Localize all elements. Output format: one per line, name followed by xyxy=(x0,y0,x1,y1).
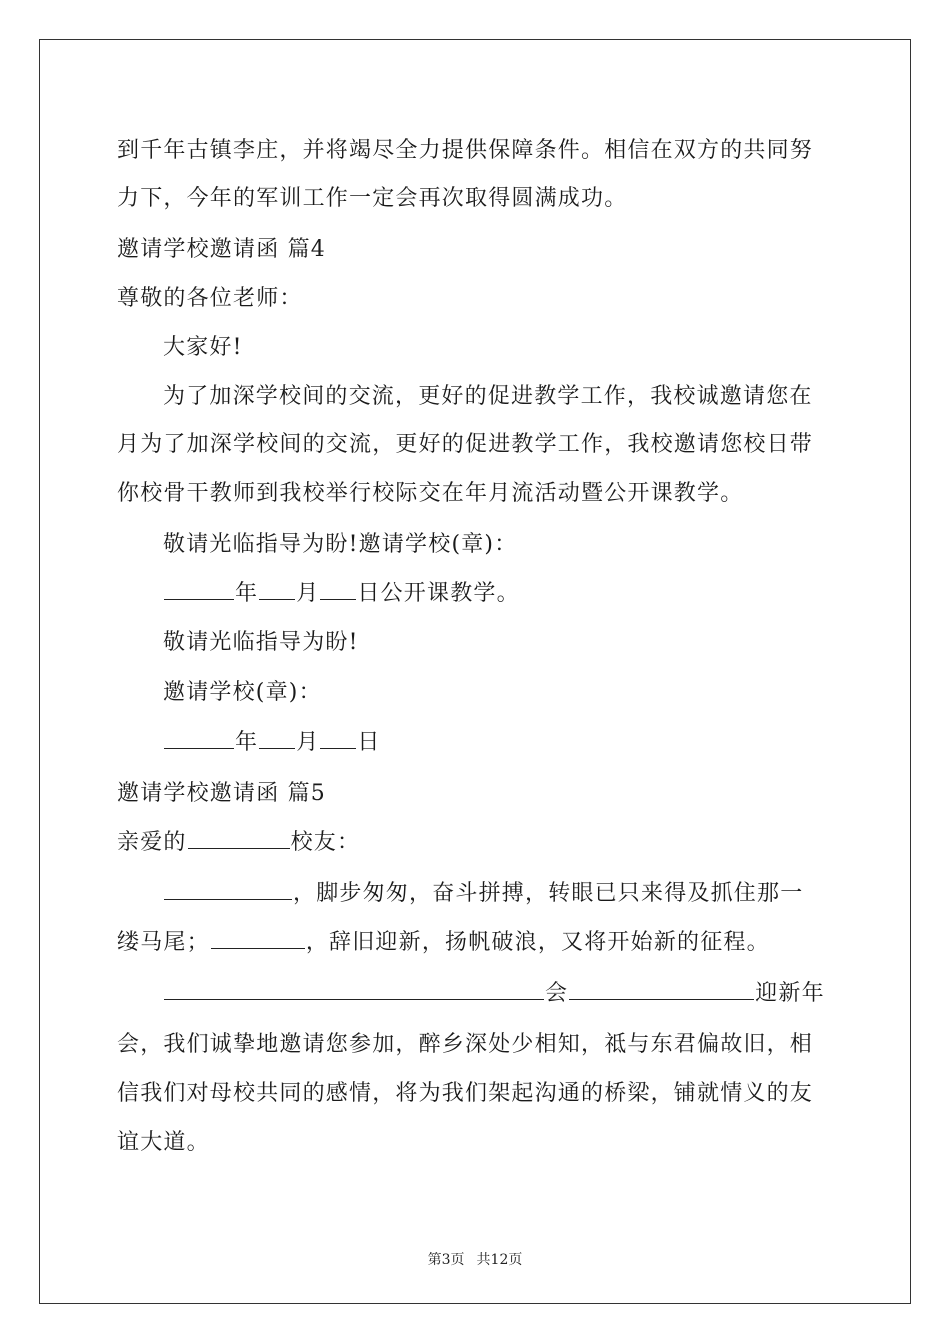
year-label: 年 xyxy=(235,581,259,606)
paragraph-line: 到千年古镇李庄，并将竭尽全力提供保障条件。相信在双方的共同努 xyxy=(117,138,814,163)
greeting: 大家好! xyxy=(163,335,243,360)
date-line xyxy=(163,729,381,757)
paragraph-line: 敬请光临指导为盼! xyxy=(163,630,359,655)
line-text: 迎新年 xyxy=(755,981,825,1006)
year-label: 年 xyxy=(235,730,259,755)
page-number: 第3页 xyxy=(427,1252,465,1268)
paragraph-line xyxy=(163,880,803,908)
blank-month xyxy=(259,581,295,600)
line-text: ，辞旧迎新，扬帆破浪，又将开始新的征程。 xyxy=(305,930,770,955)
paragraph-line xyxy=(163,980,825,1008)
blank-day xyxy=(320,581,356,600)
paragraph-line: 为了加深学校间的交流，更好的促进教学工作，我校诚邀请您在 xyxy=(163,384,813,409)
blank-day xyxy=(320,730,356,749)
blank-field xyxy=(164,881,292,900)
paragraph-line: 会，我们诚挚地邀请您参加，醉乡深处少相知，祗与东君偏故旧，相 xyxy=(117,1032,814,1057)
paragraph-line: 月为了加深学校间的交流，更好的促进教学工作，我校邀请您校日带 xyxy=(117,432,814,457)
line-text: ，脚步匆匆，奋斗拼搏，转眼已只来得及抓住那一 xyxy=(293,881,804,906)
page-border xyxy=(39,39,911,1304)
blank-year xyxy=(164,730,234,749)
blank-field xyxy=(211,930,305,949)
section-heading: 邀请学校邀请函 篇5 xyxy=(117,781,326,806)
page-total: 共12页 xyxy=(476,1252,523,1268)
month-label: 月 xyxy=(296,581,320,606)
blank-field xyxy=(164,981,544,1000)
salutation-prefix: 亲爱的 xyxy=(117,830,187,855)
line-text: 会 xyxy=(545,981,569,1006)
paragraph-line: 谊大道。 xyxy=(117,1130,210,1155)
day-label: 日 xyxy=(357,730,381,755)
day-label: 日公开课教学。 xyxy=(357,581,520,606)
date-line xyxy=(163,580,520,608)
blank-name xyxy=(188,830,290,849)
section-heading: 邀请学校邀请函 篇4 xyxy=(117,237,326,262)
blank-field xyxy=(569,981,754,1000)
blank-month xyxy=(259,730,295,749)
paragraph-line: 力下，今年的军训工作一定会再次取得圆满成功。 xyxy=(117,186,628,211)
page-footer xyxy=(0,1249,950,1269)
line-text: 缕马尾； xyxy=(117,930,210,955)
salutation-suffix: 校友： xyxy=(290,830,361,855)
blank-year xyxy=(164,581,234,600)
paragraph-line: 你校骨干教师到我校举行校际交在年月流活动暨公开课教学。 xyxy=(117,481,744,506)
month-label: 月 xyxy=(296,730,320,755)
paragraph-line: 信我们对母校共同的感情，将为我们架起沟通的桥梁，铺就情义的友 xyxy=(117,1081,814,1106)
paragraph-line: 敬请光临指导为盼!邀请学校(章)： xyxy=(163,532,518,557)
paragraph-line xyxy=(117,929,770,957)
salutation: 尊敬的各位老师： xyxy=(117,286,303,311)
salutation xyxy=(117,829,360,857)
signature-line: 邀请学校(章)： xyxy=(163,680,322,705)
